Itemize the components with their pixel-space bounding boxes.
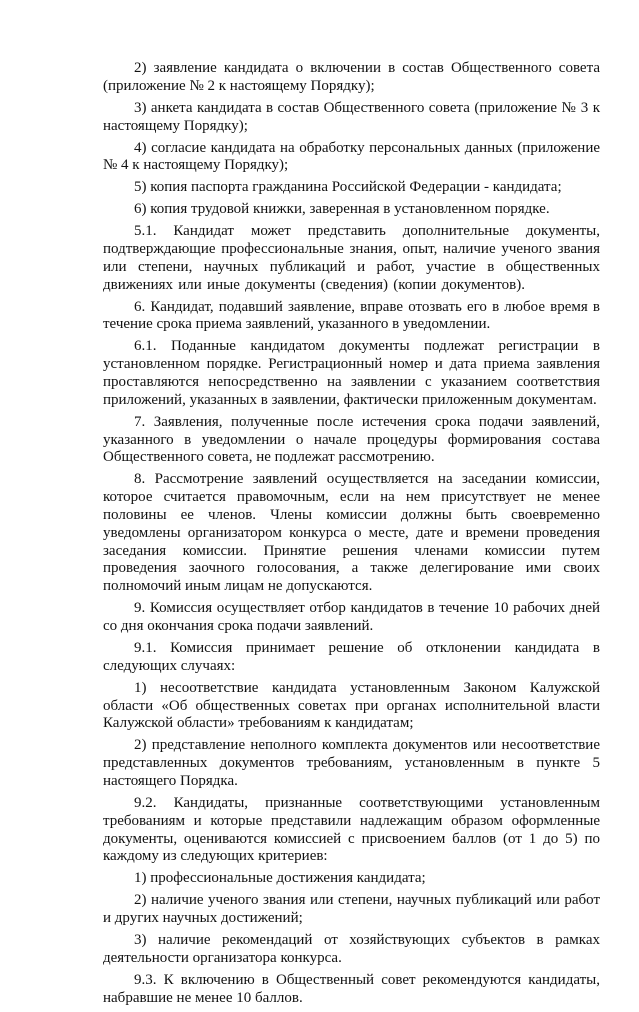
paragraph-item-5-passport: 5) копия паспорта гражданина Российской Федерации - кандидата; (134, 179, 562, 196)
paragraph-5-1: 5.1. Кандидат может представить дополнительные документы, подтверждающие профессиональные знания, опыт, наличие ученого звания или степени, научных публикаций и работ, участие в общественных движениях или иные документы (сведения) (копии документов). (103, 223, 600, 293)
paragraph-6: 6. Кандидат, подавший заявление, вправе отозвать его в любое время в течение срока приема заявлений, указанного в уведомлении. (103, 298, 600, 333)
paragraph-9: 9. Комиссия осуществляет отбор кандидатов в течение 10 рабочих дней со дня окончания срока подачи заявлений. (103, 600, 600, 634)
paragraph-9-1-item-2: 2) представление неполного комплекта документов или несоответствие представленных документов требованиям, установленным в пункте 5 настоящего Порядка. (103, 737, 600, 789)
paragraph-9-2: 9.2. Кандидаты, признанные соответствующими установленным требованиям и которые представили надлежащим образом оформленные документы, оцениваются комиссией с присвоением баллов (от 1 до 5) по каждому из следующих критериев: (103, 794, 600, 865)
paragraph-9-2-item-2: 2) наличие ученого звания или степени, научных публикаций или работ и других научных достижений; (103, 892, 600, 927)
paragraph-8: 8. Рассмотрение заявлений осуществляется на заседании комиссии, которое считается правомочным, если на нем присутствует не менее половины ее членов. Члены комиссии должны быть своевременно уведомлены организатором конкурса о месте, дате и времени проведения заседания комиссии. Принятие решения членами комиссии путем проведения заочного голосования, а также делегирование ими своих полномочий иным лицам не допускаются. (103, 471, 600, 595)
paragraph-item-2-application: 2) заявление кандидата о включении в состав Общественного совета (приложение № 2 к настоящему Порядку); (103, 60, 600, 94)
paragraph-9-2-item-1: 1) профессиональные достижения кандидата; (134, 870, 426, 887)
paragraph-7: 7. Заявления, полученные после истечения срока подачи заявлений, указанного в уведомлении о начале процедуры формирования состава Общественного совета, не подлежат рассмотрению. (103, 413, 600, 466)
paragraph-9-3: 9.3. К включению в Общественный совет рекомендуются кандидаты, набравшие не менее 10 баллов. (103, 971, 600, 1006)
paragraph-9-2-item-3: 3) наличие рекомендаций от хозяйствующих субъектов в рамках деятельности организатора конкурса. (103, 932, 600, 966)
paragraph-item-6-workbook: 6) копия трудовой книжки, заверенная в установленном порядке. (134, 201, 550, 218)
paragraph-6-1: 6.1. Поданные кандидатом документы подлежат регистрации в установленном порядке. Регистрационный номер и дата приема заявления проставляются непосредственно на заявлении с указанием соответствия приложений, указанных в заявлении, фактически приложенным документам. (103, 338, 600, 408)
paragraph-9-1-item-1: 1) несоответствие кандидата установленным Законом Калужской области «Об общественных советах при органах исполнительной власти Калужской области» требованиям к кандидатам; (103, 679, 600, 732)
paragraph-item-3-questionnaire: 3) анкета кандидата в состав Общественного совета (приложение № 3 к настоящему Порядку); (103, 99, 600, 134)
paragraph-item-4-consent: 4) согласие кандидата на обработку персональных данных (приложение № 4 к настоящему Порядку); (103, 139, 600, 174)
paragraph-9-1: 9.1. Комиссия принимает решение об отклонении кандидата в следующих случаях: (103, 639, 600, 674)
document-body (103, 60, 600, 1012)
